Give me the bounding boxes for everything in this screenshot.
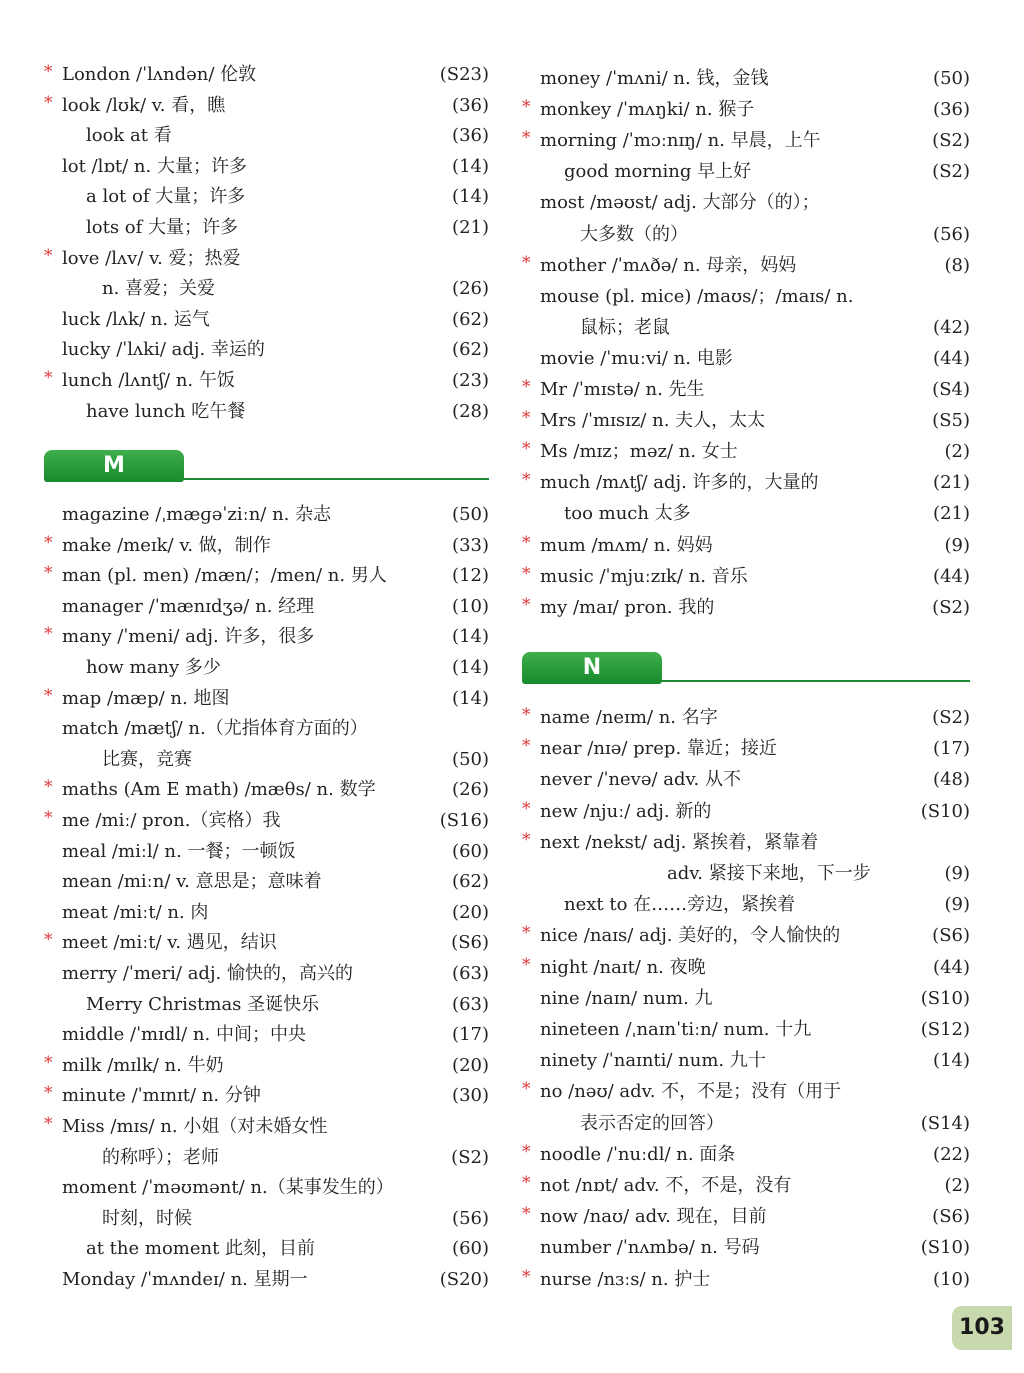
dictionary-entry xyxy=(44,898,489,928)
entry-page-ref: (48) xyxy=(933,769,970,791)
entry-page-ref: (S20) xyxy=(439,1269,489,1290)
entry-text: Merry Christmas 圣诞快乐 xyxy=(86,993,320,1015)
entry-page-ref: (28) xyxy=(452,400,489,422)
entry-page-ref: (26) xyxy=(452,779,489,801)
entry-page-ref: (14) xyxy=(452,687,489,709)
entry-text: 表示否定的回答） xyxy=(580,1112,724,1134)
entry-text: look at 看 xyxy=(86,125,172,147)
entry-text: minute /ˈmɪnɪt/ n. 分钟 xyxy=(62,1085,261,1107)
entry-page-ref: (S6) xyxy=(932,925,970,947)
entry-text: no /nəʊ/ adv. 不，不是；没有（用于 xyxy=(540,1081,842,1103)
entry-page-ref: (S2) xyxy=(932,596,970,618)
dictionary-entry xyxy=(44,561,489,591)
dictionary-entry xyxy=(44,1173,489,1203)
entry-text: maths (Am E math) /mæθs/ n. 数学 xyxy=(62,779,376,801)
core-word-star-icon: * xyxy=(44,563,53,584)
entry-page-ref: (42) xyxy=(933,316,970,338)
dictionary-entry xyxy=(522,313,970,343)
entry-page-ref: (10) xyxy=(933,1268,970,1290)
entry-text: Mr /ˈmɪstə/ n. 先生 xyxy=(540,379,705,400)
entry-text: near /nɪə/ prep. 靠近；接近 xyxy=(540,738,777,760)
entry-page-ref: (56) xyxy=(933,223,970,245)
dictionary-entry xyxy=(44,366,489,396)
dictionary-entry xyxy=(44,305,489,335)
entry-page-ref: (33) xyxy=(452,534,489,556)
dictionary-entry xyxy=(522,797,970,827)
entry-page-ref: (8) xyxy=(944,254,970,276)
section-header xyxy=(522,652,970,684)
core-word-star-icon: * xyxy=(522,736,531,757)
entry-text: meal /miːl/ n. 一餐；一顿饭 xyxy=(62,840,296,862)
entry-text: most /məʊst/ adj. 大部分（的）； xyxy=(540,192,820,214)
entry-text: love /lʌv/ v. 爱；热爱 xyxy=(62,247,241,269)
entry-page-ref: (30) xyxy=(452,1085,489,1107)
dictionary-entry xyxy=(44,1051,489,1081)
entry-page-ref: (S2) xyxy=(932,161,970,183)
entry-text: name /neɪm/ n. 名字 xyxy=(540,707,718,728)
entry-page-ref: (60) xyxy=(452,840,489,862)
entry-page-ref: (22) xyxy=(933,1143,970,1165)
entry-text: mouse (pl. mice) /maʊs/；/maɪs/ n. xyxy=(540,285,854,307)
dictionary-entry xyxy=(44,335,489,365)
dictionary-entry xyxy=(522,1109,970,1139)
entry-page-ref: (14) xyxy=(452,626,489,648)
entry-page-ref: (9) xyxy=(944,534,970,556)
section-header xyxy=(44,450,489,482)
entry-text: lucky /ˈlʌki/ adj. 幸运的 xyxy=(62,339,265,361)
entry-page-ref: (14) xyxy=(452,657,489,678)
entry-page-ref: (44) xyxy=(933,347,970,369)
entry-text: nine /naɪn/ num. 九 xyxy=(540,987,713,1009)
dictionary-entry xyxy=(522,1015,970,1045)
entry-text: 鼠标；老鼠 xyxy=(580,316,670,338)
core-word-star-icon: * xyxy=(522,1204,531,1225)
entry-text: make /meɪk/ v. 做，制作 xyxy=(62,534,271,556)
entry-page-ref: (S6) xyxy=(932,1206,970,1228)
dictionary-entry xyxy=(44,592,489,622)
entry-text: adv. 紧接下来地，下一步 xyxy=(667,863,871,884)
dictionary-entry xyxy=(522,562,970,592)
entry-page-ref: (50) xyxy=(933,68,970,89)
dictionary-entry xyxy=(44,837,489,867)
core-word-star-icon: * xyxy=(522,1266,531,1287)
entry-page-ref: (9) xyxy=(944,894,970,916)
entry-text: lot /lɒt/ n. 大量；许多 xyxy=(62,155,247,177)
dictionary-entry xyxy=(44,1020,489,1050)
dictionary-entry xyxy=(522,64,970,94)
entry-text: mum /mʌm/ n. 妈妈 xyxy=(540,534,713,556)
dictionary-entry xyxy=(44,806,489,836)
entry-text: at the moment 此刻，目前 xyxy=(86,1238,316,1260)
section-divider xyxy=(184,478,489,480)
dictionary-entry xyxy=(522,531,970,561)
core-word-star-icon: * xyxy=(44,1052,53,1073)
dictionary-entry xyxy=(522,593,970,623)
entry-page-ref: (62) xyxy=(452,871,489,893)
entry-text: next /nekst/ adj. 紧挨着，紧靠着 xyxy=(540,831,819,853)
dictionary-entry xyxy=(44,1081,489,1111)
dictionary-entry xyxy=(44,274,489,304)
entry-text: London /ˈlʌndən/ 伦敦 xyxy=(62,64,257,85)
entry-text: much /mʌtʃ/ adj. 许多的，大量的 xyxy=(540,472,819,494)
dictionary-entry xyxy=(522,437,970,467)
dictionary-entry xyxy=(522,1046,970,1076)
entry-page-ref: (9) xyxy=(944,863,970,884)
dictionary-entry xyxy=(44,928,489,958)
entry-text: new /njuː/ adj. 新的 xyxy=(540,800,712,822)
dictionary-entry xyxy=(44,653,489,683)
entry-page-ref: (50) xyxy=(452,748,489,770)
entry-text: number /ˈnʌmbə/ n. 号码 xyxy=(540,1237,760,1259)
entry-page-ref: (10) xyxy=(452,595,489,617)
entry-page-ref: (14) xyxy=(452,155,489,177)
entry-text: nurse /nɜːs/ n. 护士 xyxy=(540,1268,711,1290)
section-divider xyxy=(662,680,970,682)
entry-page-ref: (14) xyxy=(452,186,489,208)
entry-page-ref: (20) xyxy=(452,1054,489,1076)
core-word-star-icon: * xyxy=(522,1079,531,1100)
core-word-star-icon: * xyxy=(522,128,531,149)
dictionary-entry xyxy=(522,406,970,436)
dictionary-entry xyxy=(522,890,970,920)
entry-text: meat /miːt/ n. 肉 xyxy=(62,901,209,923)
entry-page-ref: (S10) xyxy=(920,987,970,1009)
entry-page-ref: (S4) xyxy=(932,379,970,400)
section-letter: N xyxy=(522,652,662,684)
entry-text: morning /ˈmɔːnɪŋ/ n. 早晨，上午 xyxy=(540,130,821,152)
entry-text: moment /ˈməʊmənt/ n.（某事发生的） xyxy=(62,1177,394,1199)
core-word-star-icon: * xyxy=(522,798,531,819)
entry-text: mean /miːn/ v. 意思是；意味着 xyxy=(62,871,322,893)
core-word-star-icon: * xyxy=(522,1141,531,1162)
dictionary-entry xyxy=(44,182,489,212)
page-number: 103 xyxy=(952,1306,1012,1350)
entry-page-ref: (62) xyxy=(452,308,489,330)
dictionary-entry xyxy=(44,1234,489,1264)
dictionary-entry xyxy=(522,499,970,529)
dictionary-entry xyxy=(44,990,489,1020)
entry-text: n. 喜爱；关爱 xyxy=(102,278,216,300)
dictionary-entry xyxy=(522,703,970,733)
dictionary-entry xyxy=(44,1112,489,1142)
dictionary-entry xyxy=(522,1077,970,1107)
entry-text: match /mætʃ/ n.（尤指体育方面的） xyxy=(62,718,368,740)
core-word-star-icon: * xyxy=(44,685,53,706)
core-word-star-icon: * xyxy=(522,1173,531,1193)
entry-text: music /ˈmjuːzɪk/ n. 音乐 xyxy=(540,565,748,587)
dictionary-entry xyxy=(44,745,489,775)
core-word-star-icon: * xyxy=(44,1083,53,1104)
entry-text: now /naʊ/ adv. 现在，目前 xyxy=(540,1206,767,1228)
dictionary-entry xyxy=(522,375,970,405)
entry-text: how many 多少 xyxy=(86,657,221,678)
entry-page-ref: (S5) xyxy=(932,410,970,432)
entry-page-ref: (36) xyxy=(452,125,489,147)
dictionary-entry xyxy=(522,828,970,858)
entry-text: never /ˈnevə/ adv. 从不 xyxy=(540,769,741,791)
dictionary-entry xyxy=(522,220,970,250)
entry-text: 的称呼）；老师 xyxy=(102,1146,219,1168)
entry-page-ref: (44) xyxy=(933,956,970,978)
entry-page-ref: (S2) xyxy=(451,1146,489,1168)
entry-page-ref: (50) xyxy=(452,504,489,525)
dictionary-entry xyxy=(44,152,489,182)
core-word-star-icon: * xyxy=(44,245,53,266)
entry-page-ref: (26) xyxy=(452,278,489,300)
entry-text: Miss /mɪs/ n. 小姐（对未婚女性 xyxy=(62,1116,328,1137)
dictionary-entry xyxy=(522,765,970,795)
core-word-star-icon: * xyxy=(522,470,531,491)
core-word-star-icon: * xyxy=(522,532,531,553)
dictionary-entry xyxy=(44,775,489,805)
entry-text: luck /lʌk/ n. 运气 xyxy=(62,308,210,330)
dictionary-entry xyxy=(44,867,489,897)
dictionary-entry xyxy=(522,188,970,218)
dictionary-entry xyxy=(522,1202,970,1232)
entry-text: merry /ˈmeri/ adj. 愉快的，高兴的 xyxy=(62,963,353,984)
dictionary-entry xyxy=(44,500,489,530)
entry-text: next to 在……旁边，紧挨着 xyxy=(564,894,796,916)
entry-text: me /miː/ pron.（宾格）我 xyxy=(62,810,281,831)
entry-text: 比赛，竞赛 xyxy=(102,748,192,770)
dictionary-entry xyxy=(522,859,970,889)
entry-page-ref: (63) xyxy=(452,993,489,1015)
entry-text: night /naɪt/ n. 夜晚 xyxy=(540,956,706,978)
entry-page-ref: (23) xyxy=(452,370,489,391)
entry-text: monkey /ˈmʌŋki/ n. 猴子 xyxy=(540,99,755,121)
entry-text: a lot of 大量；许多 xyxy=(86,186,246,208)
core-word-star-icon: * xyxy=(44,532,53,553)
dictionary-entry xyxy=(522,984,970,1014)
dictionary-entry xyxy=(522,251,970,281)
entry-page-ref: (S10) xyxy=(920,1237,970,1259)
core-word-star-icon: * xyxy=(44,92,53,113)
entry-text: nice /naɪs/ adj. 美好的，令人愉快的 xyxy=(540,925,841,947)
entry-page-ref: (17) xyxy=(452,1024,489,1046)
core-word-star-icon: * xyxy=(522,563,531,584)
dictionary-entry xyxy=(522,95,970,125)
dictionary-entry xyxy=(522,1233,970,1263)
entry-page-ref: (2) xyxy=(944,1175,970,1196)
entry-text: mother /ˈmʌðə/ n. 母亲，妈妈 xyxy=(540,254,797,276)
entry-text: 时刻，时候 xyxy=(102,1207,192,1229)
dictionary-entry xyxy=(522,734,970,764)
entry-page-ref: (21) xyxy=(933,472,970,494)
entry-text: 大多数（的） xyxy=(580,223,688,245)
dictionary-entry xyxy=(522,1140,970,1170)
entry-page-ref: (S16) xyxy=(439,810,489,831)
entry-text: nineteen /ˌnaɪnˈtiːn/ num. 十九 xyxy=(540,1019,812,1040)
dictionary-entry xyxy=(522,1171,970,1201)
dictionary-entry xyxy=(44,91,489,121)
entry-page-ref: (44) xyxy=(933,565,970,587)
entry-text: Mrs /ˈmɪsɪz/ n. 夫人，太太 xyxy=(540,410,766,432)
core-word-star-icon: * xyxy=(44,930,53,951)
entry-page-ref: (36) xyxy=(452,94,489,116)
core-word-star-icon: * xyxy=(44,777,53,798)
entry-text: have lunch 吃午餐 xyxy=(86,400,246,422)
core-word-star-icon: * xyxy=(522,705,531,725)
entry-page-ref: (21) xyxy=(933,503,970,525)
entry-text: Ms /mɪz；məz/ n. 女士 xyxy=(540,441,738,463)
dictionary-entry xyxy=(522,921,970,951)
entry-page-ref: (S12) xyxy=(920,1019,970,1040)
dictionary-entry xyxy=(522,1265,970,1295)
entry-text: milk /mɪlk/ n. 牛奶 xyxy=(62,1054,224,1076)
entry-text: lots of 大量；许多 xyxy=(86,217,239,238)
entry-page-ref: (S2) xyxy=(932,130,970,152)
entry-text: map /mæp/ n. 地图 xyxy=(62,687,230,709)
dictionary-entry xyxy=(44,622,489,652)
dictionary-entry xyxy=(44,959,489,989)
entry-page-ref: (S6) xyxy=(451,932,489,954)
dictionary-entry xyxy=(522,282,970,312)
entry-text: money /ˈmʌni/ n. 钱，金钱 xyxy=(540,68,769,89)
entry-text: many /ˈmeni/ adj. 许多，很多 xyxy=(62,626,315,648)
entry-text: my /maɪ/ pron. 我的 xyxy=(540,596,715,618)
dictionary-entry xyxy=(44,684,489,714)
entry-text: lunch /lʌntʃ/ n. 午饭 xyxy=(62,370,235,391)
core-word-star-icon: * xyxy=(44,624,53,645)
dictionary-entry xyxy=(522,126,970,156)
entry-page-ref: (63) xyxy=(452,963,489,984)
dictionary-entry xyxy=(44,714,489,744)
core-word-star-icon: * xyxy=(44,62,53,82)
dictionary-entry xyxy=(44,397,489,427)
core-word-star-icon: * xyxy=(522,829,531,850)
core-word-star-icon: * xyxy=(522,439,531,460)
dictionary-entry xyxy=(522,468,970,498)
entry-page-ref: (S2) xyxy=(932,707,970,728)
entry-text: look /lʊk/ v. 看，瞧 xyxy=(62,94,226,116)
entry-text: man (pl. men) /mæn/；/men/ n. 男人 xyxy=(62,565,387,587)
dictionary-entry xyxy=(522,157,970,187)
entry-text: noodle /ˈnuːdl/ n. 面条 xyxy=(540,1143,736,1165)
entry-page-ref: (S10) xyxy=(920,800,970,822)
core-word-star-icon: * xyxy=(44,1114,53,1134)
dictionary-entry xyxy=(44,213,489,243)
dictionary-entry xyxy=(522,953,970,983)
entry-page-ref: (56) xyxy=(452,1207,489,1229)
entry-page-ref: (36) xyxy=(933,99,970,121)
core-word-star-icon: * xyxy=(44,368,53,388)
entry-text: too much 太多 xyxy=(564,503,691,525)
entry-text: ninety /ˈnaɪnti/ num. 九十 xyxy=(540,1050,766,1072)
section-letter: M xyxy=(44,450,184,482)
entry-page-ref: (2) xyxy=(944,441,970,463)
core-word-star-icon: * xyxy=(522,923,531,944)
entry-page-ref: (17) xyxy=(933,738,970,760)
entry-text: Monday /ˈmʌndeɪ/ n. 星期一 xyxy=(62,1269,308,1290)
entry-page-ref: (21) xyxy=(452,217,489,238)
core-word-star-icon: * xyxy=(522,377,531,397)
dictionary-entry xyxy=(44,60,489,90)
dictionary-entry xyxy=(44,244,489,274)
core-word-star-icon: * xyxy=(522,954,531,975)
entry-text: movie /ˈmuːvi/ n. 电影 xyxy=(540,347,733,369)
dictionary-entry xyxy=(44,1265,489,1295)
entry-text: good morning 早上好 xyxy=(564,161,752,183)
entry-text: magazine /ˌmæɡəˈziːn/ n. 杂志 xyxy=(62,504,332,525)
core-word-star-icon: * xyxy=(522,408,531,429)
dictionary-entry xyxy=(522,344,970,374)
entry-page-ref: (14) xyxy=(933,1050,970,1072)
entry-text: not /nɒt/ adv. 不，不是，没有 xyxy=(540,1175,792,1196)
entry-text: meet /miːt/ v. 遇见，结识 xyxy=(62,932,277,954)
dictionary-entry xyxy=(44,1143,489,1173)
dictionary-entry xyxy=(44,531,489,561)
entry-text: manager /ˈmænɪdʒə/ n. 经理 xyxy=(62,595,315,617)
entry-page-ref: (S14) xyxy=(920,1112,970,1134)
entry-page-ref: (62) xyxy=(452,339,489,361)
dictionary-entry xyxy=(44,1204,489,1234)
dictionary-entry xyxy=(44,121,489,151)
entry-page-ref: (60) xyxy=(452,1238,489,1260)
core-word-star-icon: * xyxy=(522,97,531,118)
entry-page-ref: (S23) xyxy=(439,64,489,85)
entry-page-ref: (20) xyxy=(452,901,489,923)
entry-page-ref: (12) xyxy=(452,565,489,587)
core-word-star-icon: * xyxy=(522,252,531,273)
core-word-star-icon: * xyxy=(522,594,531,615)
entry-text: middle /ˈmɪdl/ n. 中间；中央 xyxy=(62,1024,306,1046)
core-word-star-icon: * xyxy=(44,808,53,828)
